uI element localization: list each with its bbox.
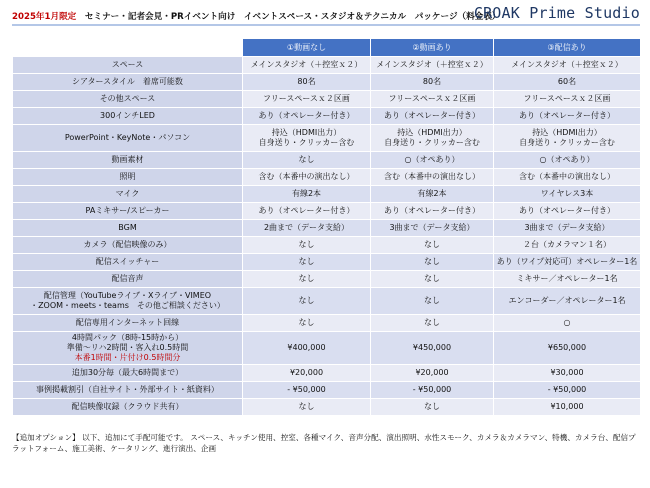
table-row [13,57,641,74]
row-label [13,399,243,416]
cell-line: 自身送り・クリッカー含む [258,138,355,147]
cell-line: フリースペースｘ２区画 [263,94,350,103]
table-row [13,399,641,416]
table-row [13,169,641,186]
cell-line: 有線2本 [417,189,447,198]
row-label-line: 追加30分毎（最大6時間まで） [71,368,184,377]
table-cell [371,125,494,152]
cell-line: メインスタジオ（＋控室ｘ２） [250,60,363,69]
row-label [13,152,243,169]
column-header: ①動画なし [243,39,371,57]
cell-line: 自身送り・クリッカー含む [519,138,615,147]
cell-line: メインスタジオ（＋控室ｘ２） [511,60,623,69]
table-cell [494,271,641,288]
row-label-line: カメラ（配信映像のみ） [83,240,172,249]
table-row [13,203,641,220]
row-label [13,382,243,399]
table-cell [494,186,641,203]
table-cell [494,125,641,152]
cell-line: なし [424,257,440,266]
row-label-line: ・ZOOM・meets・teams その他ご相談ください） [30,301,225,310]
cell-line: なし [424,402,440,411]
cell-line: ○（オペあり） [539,155,595,164]
table-cell [243,332,371,365]
cell-line: - ¥50,000 [287,385,326,394]
row-label [13,203,243,220]
table-cell [243,108,371,125]
cell-line: ワイヤレス3本 [540,189,594,198]
cell-line: ミキサー／オペレーター1名 [516,274,618,283]
title-period: 2025年1月限定 [12,12,77,22]
row-label-line: スペース [111,60,144,69]
cell-line: フリースペースｘ２区画 [523,94,611,103]
table-row [13,254,641,271]
cell-line: あり（ワイプ対応可）オペレーター1名 [496,257,638,266]
row-label-line: 配信スイッチャー [95,257,160,266]
cell-line: ¥30,000 [550,368,584,377]
table-cell [494,74,641,91]
cell-line: 持込（HDMI出力） [397,128,467,137]
row-label-line: シアタースタイル 着席可能数 [72,77,183,86]
cell-line: 60名 [557,77,577,86]
row-label [13,108,243,125]
row-label [13,237,243,254]
row-label [13,220,243,237]
row-label [13,365,243,382]
column-header: ②動画あり [371,39,494,57]
table-row [13,108,641,125]
table-cell [494,237,641,254]
cell-line: 含む（本番中の演出なし） [384,172,480,181]
row-label-line: PowerPoint・KeyNote・パソコン [64,133,191,142]
price-table [12,38,641,416]
row-label-line: 配信映像収録（クラウド共有） [71,402,184,411]
row-label-line: その他スペース [99,94,156,103]
table-cell [243,91,371,108]
row-label [13,315,243,332]
table-cell [371,237,494,254]
page-title [12,10,501,22]
table-cell [243,254,371,271]
table-row [13,315,641,332]
table-cell [494,288,641,315]
table-cell [243,220,371,237]
cell-line: 自身送り・クリッカー含む [384,138,480,147]
table-cell [494,91,641,108]
cell-line: ○（オペあり） [404,155,460,164]
table-row [13,74,641,91]
cell-line: あり（オペレーター付き） [384,111,480,120]
cell-line: なし [298,402,315,411]
table-cell [494,332,641,365]
table-cell [494,57,641,74]
title-text: セミナー・記者会見・PRイベント向け イベントスペース・スタジオ＆テクニカル パッケージ（料金表） [84,12,501,22]
cell-line: 3曲まで（データ支給） [524,223,610,232]
table-cell [243,169,371,186]
row-label-line: 配信管理（YouTubeライブ・Xライブ・VIMEO [43,291,212,300]
table-row [13,332,641,365]
cell-line: 3曲まで（データ支給） [389,223,475,232]
table-cell [371,315,494,332]
table-header-row [13,39,641,57]
row-label-line: BGM [118,223,137,232]
header-divider [12,24,640,26]
row-label-line: 動画素材 [111,155,144,164]
table-row [13,237,641,254]
table-cell [371,332,494,365]
cell-line: - ¥50,000 [547,385,587,394]
cell-line: 有線2本 [291,189,322,198]
cell-line: ○ [563,318,571,327]
cell-line: エンコーダー／オペレーター1名 [508,296,626,305]
table-row [13,125,641,152]
cell-line: あり（オペレーター付き） [519,206,615,215]
cell-line: なし [424,240,440,249]
cell-line: 2曲まで（データ支給） [263,223,350,232]
table-row [13,382,641,399]
row-label [13,254,243,271]
table-cell [243,315,371,332]
row-label [13,74,243,91]
table-cell [243,57,371,74]
table-cell [371,399,494,416]
table-cell [371,203,494,220]
cell-line: ¥20,000 [415,368,449,377]
table-cell [371,186,494,203]
cell-line: 含む（本番中の演出なし） [258,172,355,181]
table-cell [494,203,641,220]
table-cell [371,254,494,271]
table-row [13,91,641,108]
row-label-line: マイク [115,189,140,198]
table-cell [243,237,371,254]
row-label-line: 300インチLED [100,111,155,120]
cell-line: なし [298,257,315,266]
cell-line: なし [424,274,440,283]
table-cell [243,271,371,288]
table-cell [494,220,641,237]
cell-line: 含む（本番中の演出なし） [519,172,615,181]
table-cell [494,315,641,332]
row-label-line: 本番1時間・片付け0.5時間分 [74,353,181,362]
table-cell [371,288,494,315]
table-cell [494,365,641,382]
table-cell [371,91,494,108]
row-label-line: 照明 [119,172,136,181]
table-cell [371,271,494,288]
cell-line: なし [298,318,315,327]
cell-line: 持込（HDMI出力） [271,128,342,137]
cell-line: なし [298,274,315,283]
table-row [13,186,641,203]
table-cell [243,382,371,399]
additional-options-note: 【追加オプション】 以下、追加にて手配可能です。 スペース、キッチン使用、控室、各種マイク、音声分配、演出照明、水性スモーク、カメラ＆カメラマン、特機、カメラ台、配信プラットフォーム、施工美術、ケータリング、進行演出、企画 [12,433,636,453]
brand-logo: CROAK Prime Studio [473,4,640,22]
table-cell [243,399,371,416]
cell-line: ¥650,000 [547,343,587,352]
column-header: ③配信あり [494,39,641,57]
table-row [13,271,641,288]
cell-line: ¥20,000 [289,368,324,377]
cell-line: ¥450,000 [412,343,452,352]
table-cell [371,169,494,186]
table-row [13,365,641,382]
table-corner [13,39,243,57]
table-cell [243,74,371,91]
row-label [13,125,243,152]
cell-line: フリースペースｘ２区画 [388,94,476,103]
table-cell [243,186,371,203]
row-label [13,57,243,74]
cell-line: メインスタジオ（＋控室ｘ２） [376,60,488,69]
table-cell [494,169,641,186]
row-label-line: 事例掲載割引（自社サイト・外部サイト・紙資料） [36,385,219,394]
row-label-line: 配信専用インターネット回線 [75,318,180,327]
table-cell [494,254,641,271]
cell-line: - ¥50,000 [412,385,452,394]
cell-line: なし [424,296,440,305]
cell-line: あり（オペレーター付き） [258,206,355,215]
cell-line: あり（オペレーター付き） [519,111,615,120]
table-cell [494,108,641,125]
cell-line: あり（オペレーター付き） [258,111,355,120]
table-cell [371,365,494,382]
row-label [13,332,243,365]
row-label-line: 準備〜リハ2時間・客入れ0.5時間 [66,343,189,352]
row-label [13,169,243,186]
table-cell [371,220,494,237]
row-label [13,186,243,203]
row-label [13,91,243,108]
cell-line: なし [298,240,315,249]
cell-line: 80名 [422,77,442,86]
cell-line: ２台（カメラマン１名） [523,240,611,249]
page-header [0,0,650,30]
table-cell [243,288,371,315]
table-cell [494,399,641,416]
row-label-line: 配信音声 [111,274,144,283]
table-cell [243,203,371,220]
table-cell [494,152,641,169]
cell-line: なし [424,318,440,327]
table-cell [371,152,494,169]
row-label-line: PAミキサー/スピーカー [85,206,170,215]
table-cell [371,57,494,74]
cell-line: 80名 [297,77,316,86]
cell-line: 持込（HDMI出力） [532,128,602,137]
table-cell [243,365,371,382]
cell-line: なし [298,155,315,164]
row-label-line: 4時間パック（8時-15時から） [71,333,184,342]
table-row [13,288,641,315]
table-cell [243,152,371,169]
cell-line: ¥400,000 [287,343,326,352]
table-cell [371,108,494,125]
table-cell [371,74,494,91]
row-label [13,271,243,288]
row-label [13,288,243,315]
table-cell [494,382,641,399]
cell-line: あり（オペレーター付き） [384,206,480,215]
table-cell [371,382,494,399]
cell-line: ¥10,000 [550,402,584,411]
table-row [13,152,641,169]
cell-line: なし [298,296,315,305]
table-body [13,57,641,416]
table-row [13,220,641,237]
table-cell [243,125,371,152]
